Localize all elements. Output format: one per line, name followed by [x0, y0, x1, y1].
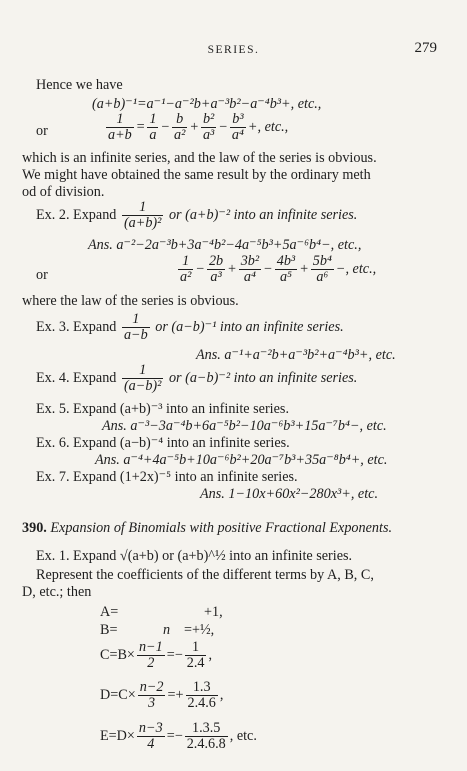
answer-line: Ans. a⁻⁴+4a⁻⁵b+10a⁻⁶b²+20a⁻⁷b³+35a⁻⁸b⁴+, etc.	[95, 452, 388, 468]
fraction: $\frac{1}{a}$	[149, 111, 157, 143]
coef-A-lhs: A=	[100, 604, 119, 620]
text-line: D, etc.; then	[22, 584, 92, 600]
text-line: where the law of the series is obvious.	[22, 293, 239, 309]
equation-fractions: $\frac{1}{\text{a²}}$ − $\frac{2b}{\text{a³}}$ + $\frac{\text{3b²}}{\text{a⁴}}$ − $\frac{\text{4b³}}{\text{a⁵}}$ + $\frac{\text{5b⁴}}{\text{a⁶}}$ −, etc.,	[180, 253, 377, 285]
coef-C: C=B× $\frac{n-1}{2}$ =− $\frac{1}{2.4}$ ,	[100, 639, 212, 671]
text-or: or	[36, 267, 48, 283]
equation-fractions: $\frac{1}{a+b}$ = $\frac{1}{a}$ − $\frac{b}{\text{a²}}$ + $\frac{\text{b²}}{\text{a³}}$ − $\frac{\text{b³}}{\text{a⁴}}$ +, etc.,	[108, 111, 289, 143]
coef-B-lhs: B=	[100, 622, 118, 638]
fraction: $\frac{\text{b²}}{\text{a³}}$	[202, 111, 215, 143]
fraction: $\frac{b}{\text{a²}}$	[174, 111, 186, 143]
text-line: od of division.	[22, 184, 105, 200]
coef-A-rhs: +1,	[204, 604, 223, 620]
answer-line: Ans. a⁻²−2a⁻³b+3a⁻⁴b²−4a⁻⁵b³+5a⁻⁶b⁴−, etc.,	[88, 237, 362, 253]
coef-B-rhs: =+½,	[184, 622, 215, 638]
answer-line: Ans. 1−10x+60x²−280x³+, etc.	[200, 486, 378, 502]
fraction: $\frac{1}{\text{(a+b)²}}$	[123, 199, 162, 231]
exercise-6: Ex. 6. Expand (a−b)⁻⁴ into an infinite series.	[36, 435, 290, 451]
answer-line: Ans. a⁻³−3a⁻⁴b+6a⁻⁵b²−10a⁻⁶b³+15a⁻⁷b⁴−, etc.	[102, 418, 387, 434]
exercise-7: Ex. 7. Expand (1+2x)⁻⁵ into an infinite series.	[36, 469, 298, 485]
exercise-4: Ex. 4. Expand $\frac{1}{\text{(a−b)²}}$ or (a−b)⁻² into an infinite series.	[36, 362, 358, 394]
exercise-1: Ex. 1. Expand √(a+b) or (a+b)^½ into an infinite series.	[36, 548, 353, 564]
exercise-5: Ex. 5. Expand (a+b)⁻³ into an infinite series.	[36, 401, 289, 417]
exercise-2: Ex. 2. Expand $\frac{1}{\text{(a+b)²}}$ or (a+b)⁻² into an infinite series.	[36, 199, 358, 231]
running-header: SERIES.	[207, 44, 260, 56]
fraction: $\frac{1}{a+b}$	[108, 111, 132, 143]
coef-E: E=D× $\frac{n-3}{4}$ =− $\frac{1.3.5}{2.4.6.8}$ , etc.	[100, 720, 257, 752]
page-number: 279	[414, 40, 437, 56]
coef-D: D=C× $\frac{n-2}{3}$ =+ $\frac{1.3}{2.4.6}$ ,	[100, 679, 224, 711]
coef-B-mid: n	[163, 622, 171, 638]
text-line: We might have obtained the same result by the ordinary meth	[22, 167, 371, 183]
equation-line: (a+b)⁻¹=a⁻¹−a⁻²b+a⁻³b²−a⁻⁴b³+, etc.,	[92, 96, 322, 112]
answer-line: Ans. a⁻¹+a⁻²b+a⁻³b²+a⁻⁴b³+, etc.	[196, 347, 396, 363]
text-or: or	[36, 123, 48, 139]
text-line: Represent the coefficients of the different terms by A, B, C,	[36, 567, 374, 583]
fraction: $\frac{\text{b³}}{\text{a⁴}}$	[231, 111, 244, 143]
text-line: which is an infinite series, and the law of the series is obvious.	[22, 150, 377, 166]
exercise-3: Ex. 3. Expand $\frac{1}{a-b}$ or (a−b)⁻¹ into an infinite series.	[36, 311, 344, 343]
section-heading: 390. Expansion of Binomials with positive Fractional Exponents.	[22, 520, 393, 536]
text-line: Hence we have	[36, 77, 123, 93]
